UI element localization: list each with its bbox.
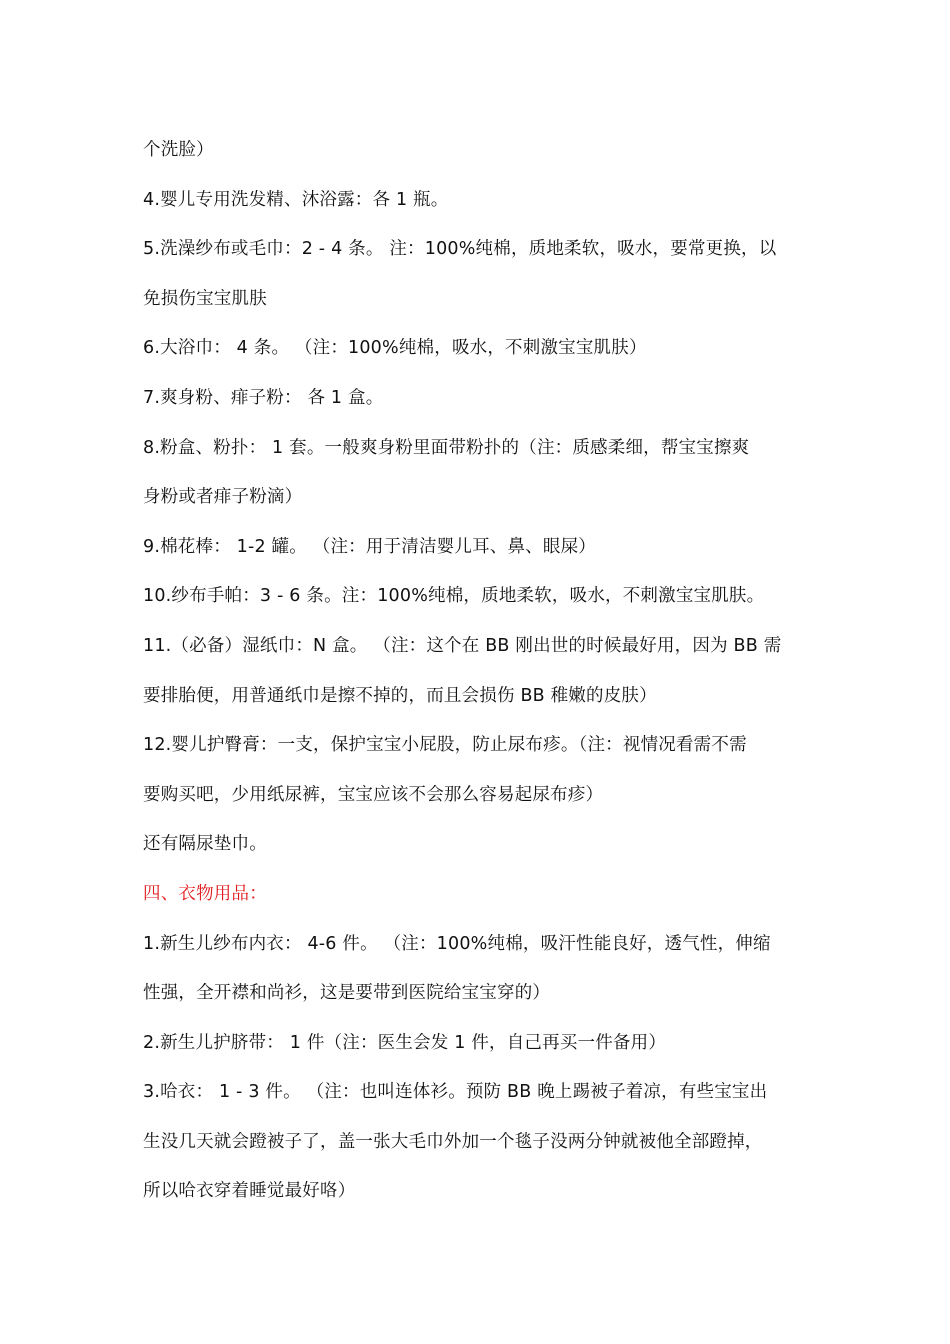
text-line: 个洗脸）	[143, 140, 214, 160]
list-item-shampoo: 4.婴儿专用洗发精、沐浴露：各 1 瓶。	[143, 189, 449, 210]
text-line: 所以哈衣穿着睡觉最好咯）	[143, 1181, 356, 1202]
list-item-undershirt: 1.新生儿纱布内衣： 4-6 件。 （注：100%纯棉，吸汗性能良好，透气性，伸缩	[143, 933, 771, 954]
list-item-powder: 7.爽身粉、痱子粉： 各 1 盒。	[143, 387, 384, 408]
text-line: 还有隔尿垫巾。	[143, 834, 267, 855]
text-line: 要购买吧，少用纸尿裤，宝宝应该不会那么容易起尿布疹）	[143, 784, 604, 805]
list-item-navel-band: 2.新生儿护脐带： 1 件（注：医生会发 1 件，自己再买一件备用）	[143, 1032, 667, 1053]
list-item-handkerchief: 10.纱布手帕：3 - 6 条。注：100%纯棉，质地柔软，吸水，不刺激宝宝肌肤。	[143, 586, 765, 607]
list-item-cotton-swab: 9.棉花棒： 1-2 罐。 （注：用于清洁婴儿耳、鼻、眼屎）	[143, 536, 596, 557]
text-line: 身粉或者痱子粉滴）	[143, 487, 303, 508]
text-line: 生没几天就会蹬被子了，盖一张大毛巾外加一个毯子没两分钟就被他全部蹬掉，	[143, 1131, 763, 1152]
list-item-bath-towel: 6.大浴巾： 4 条。 （注：100%纯棉，吸水，不刺激宝宝肌肤）	[143, 338, 647, 359]
text-line: 性强，全开襟和尚衫，这是要带到医院给宝宝穿的）	[143, 983, 551, 1004]
document-body	[143, 126, 818, 1217]
text-line: 要排胎便，用普通纸巾是擦不掉的，而且会损伤 BB 稚嫩的皮肤）	[143, 685, 657, 706]
list-item-wet-wipes: 11.（必备）湿纸巾：N 盒。 （注：这个在 BB 刚出世的时候最好用，因为 BB 需	[143, 635, 782, 656]
list-item-romper: 3.哈衣： 1 - 3 件。 （注：也叫连体衫。预防 BB 晚上踢被子着凉，有些宝宝出	[143, 1082, 768, 1103]
text-line: 免损伤宝宝肌肤	[143, 288, 267, 309]
list-item-diaper-cream: 12.婴儿护臀膏：一支，保护宝宝小屁股，防止尿布疹。（注：视情况看需不需	[143, 735, 747, 756]
section-heading-clothing: 四、衣物用品：	[143, 883, 267, 904]
list-item-bath-cloth: 5.洗澡纱布或毛巾：2 - 4 条。 注：100%纯棉，质地柔软，吸水，要常更换，以	[143, 239, 777, 260]
list-item-powder-box: 8.粉盒、粉扑： 1 套。一般爽身粉里面带粉扑的（注：质感柔细，帮宝宝擦爽	[143, 437, 750, 458]
